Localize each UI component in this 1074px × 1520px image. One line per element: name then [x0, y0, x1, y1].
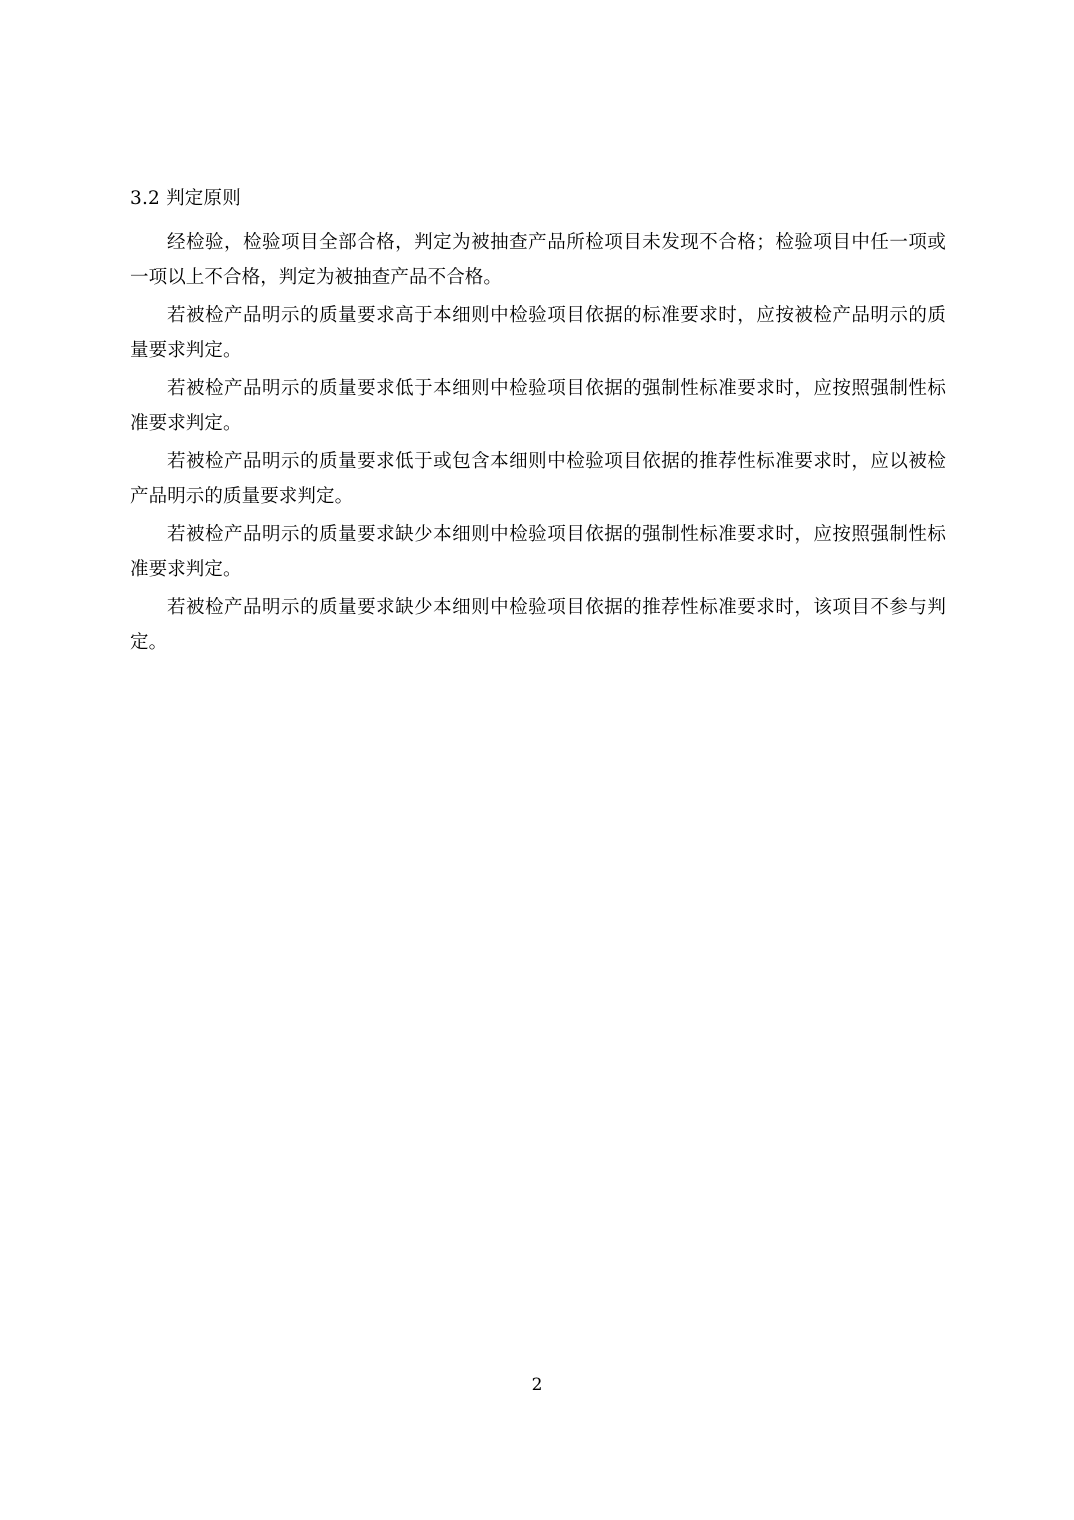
page-number: 2: [531, 1375, 543, 1395]
paragraph: 若被检产品明示的质量要求低于本细则中检验项目依据的强制性标准要求时，应按照强制性标准要求判定。: [130, 377, 946, 435]
paragraph: 若被检产品明示的质量要求低于或包含本细则中检验项目依据的推荐性标准要求时，应以被检产品明示的质量要求判定。: [130, 450, 946, 508]
paragraph: 若被检产品明示的质量要求缺少本细则中检验项目依据的强制性标准要求时，应按照强制性标准要求判定。: [130, 523, 946, 581]
paragraph: 若被检产品明示的质量要求高于本细则中检验项目依据的标准要求时，应按被检产品明示的质量要求判定。: [130, 304, 946, 362]
document-body: [130, 186, 946, 663]
paragraph: 经检验，检验项目全部合格，判定为被抽查产品所检项目未发现不合格；检验项目中任一项或一项以上不合格，判定为被抽查产品不合格。: [130, 231, 946, 289]
section-heading: 3.2 判定原则: [130, 188, 241, 209]
paragraph: 若被检产品明示的质量要求缺少本细则中检验项目依据的推荐性标准要求时，该项目不参与判定。: [130, 596, 946, 654]
